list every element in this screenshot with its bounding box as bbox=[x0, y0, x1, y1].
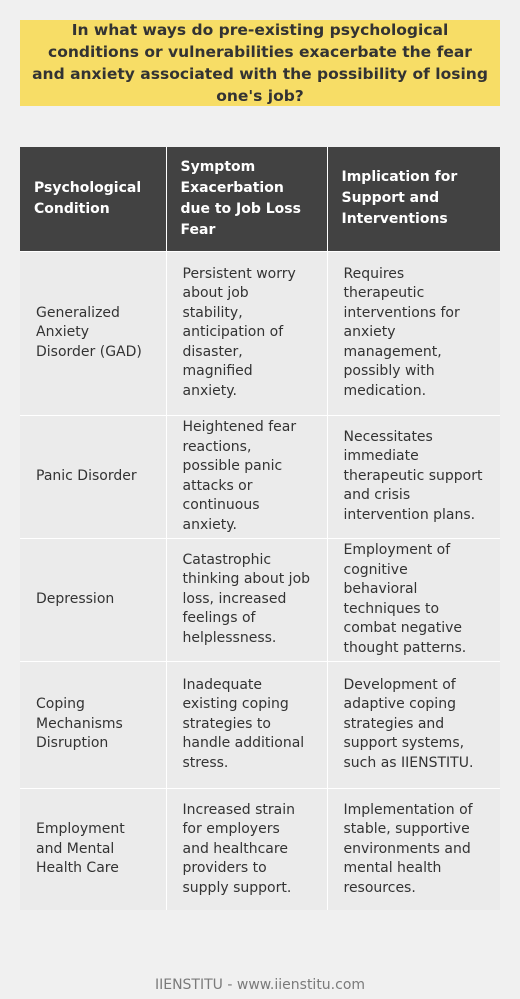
cell-condition: Coping Mechanisms Disruption bbox=[20, 661, 166, 788]
cell-symptom: Inadequate existing coping strategies to handle additional stress. bbox=[166, 661, 327, 788]
cell-implication: Requires therapeutic interventions for anxiety management, possibly with medication. bbox=[327, 251, 500, 415]
cell-symptom: Increased strain for employers and healthcare providers to supply support. bbox=[166, 788, 327, 910]
header-implication: Implication for Support and Interventions bbox=[327, 147, 500, 251]
question-banner bbox=[20, 20, 500, 106]
cell-implication: Implementation of stable, supportive environments and mental health resources. bbox=[327, 788, 500, 910]
table-row bbox=[20, 415, 500, 538]
header-symptom: Symptom Exacerbation due to Job Loss Fear bbox=[166, 147, 327, 251]
footer-credit: IIENSTITU - www.iienstitu.com bbox=[154, 977, 366, 993]
cell-condition: Generalized Anxiety Disorder (GAD) bbox=[20, 251, 166, 415]
table-row bbox=[20, 661, 500, 788]
cell-condition: Employment and Mental Health Care bbox=[20, 788, 166, 910]
table-row bbox=[20, 251, 500, 415]
cell-symptom: Persistent worry about job stability, anticipation of disaster, magnified anxiety. bbox=[166, 251, 327, 415]
cell-condition: Depression bbox=[20, 538, 166, 661]
cell-symptom: Heightened fear reactions, possible panic attacks or continuous anxiety. bbox=[166, 415, 327, 538]
cell-implication: Necessitates immediate therapeutic support and crisis intervention plans. bbox=[327, 415, 500, 538]
header-condition: Psychological Condition bbox=[20, 147, 166, 251]
cell-implication: Employment of cognitive behavioral techniques to combat negative thought patterns. bbox=[327, 538, 500, 661]
table-header-row bbox=[20, 147, 500, 251]
question-text: In what ways do pre-existing psychological conditions or vulnerabilities exacerbate the fear and anxiety associated with the possibility of losing one's job? bbox=[32, 21, 488, 105]
conditions-table bbox=[20, 147, 500, 910]
table-row bbox=[20, 788, 500, 910]
cell-symptom: Catastrophic thinking about job loss, increased feelings of helplessness. bbox=[166, 538, 327, 661]
table-row bbox=[20, 538, 500, 661]
cell-implication: Development of adaptive coping strategies and support systems, such as IIENSTITU. bbox=[327, 661, 500, 788]
cell-condition: Panic Disorder bbox=[20, 415, 166, 538]
